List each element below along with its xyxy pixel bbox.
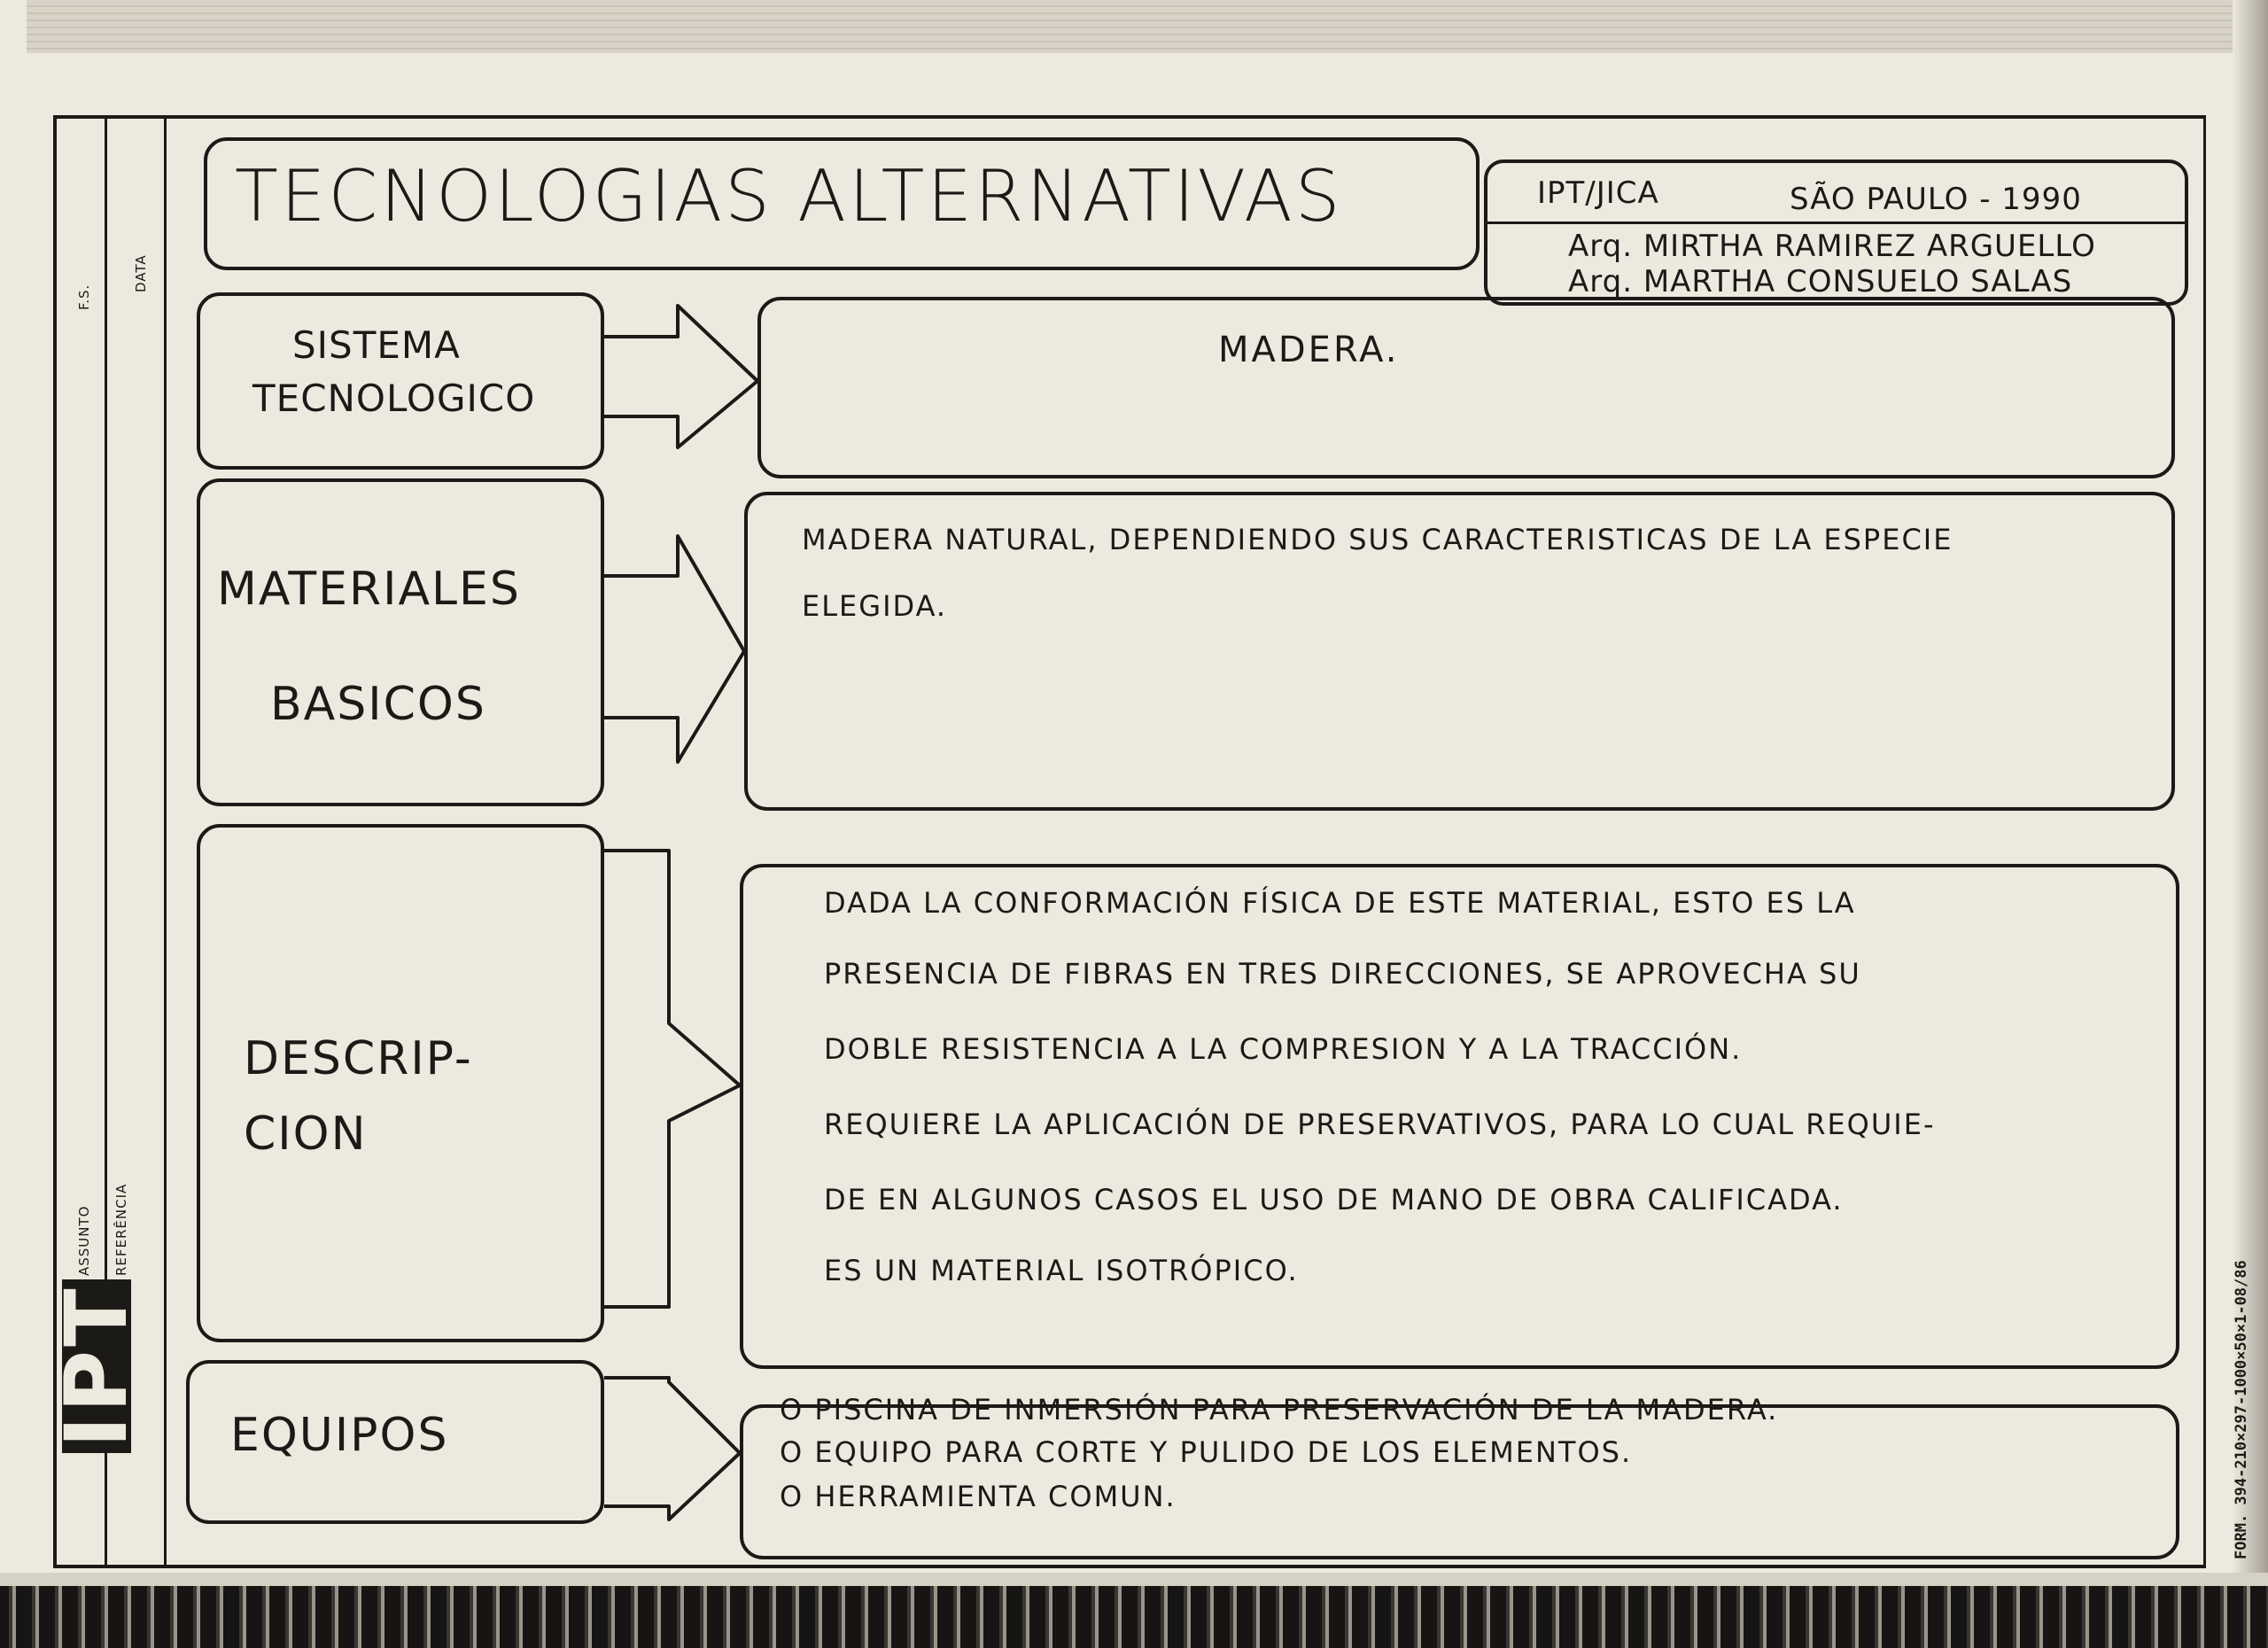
assunto-label: ASSUNTO bbox=[76, 1205, 92, 1276]
content-descripcion-line1: DADA LA CONFORMACIÓN FÍSICA DE ESTE MATERIAL, ESTO ES LA bbox=[824, 886, 1856, 920]
data-label: DATA bbox=[133, 254, 149, 292]
content-equipos-item2: O EQUIPO PARA CORTE Y PULIDO DE LOS ELEMENTOS. bbox=[780, 1435, 1633, 1469]
arrow-materiales bbox=[604, 536, 744, 762]
content-descripcion-line6: ES UN MATERIAL ISOTRÓPICO. bbox=[824, 1254, 1299, 1287]
sheet-title: TECNOLOGIAS ALTERNATIVAS bbox=[235, 155, 1343, 237]
content-equipos-item3-text: HERRAMIENTA COMUN. bbox=[814, 1480, 1177, 1513]
referencia-label: REFERÊNCIA bbox=[113, 1183, 129, 1276]
content-equipos-item1-text: PISCINA DE INMERSIÓN PARA PRESERVACIÓN DE LA MADERA. bbox=[814, 1393, 1779, 1426]
label-materiales-line1: MATERIALES bbox=[217, 563, 521, 616]
content-descripcion-line2: PRESENCIA DE FIBRAS EN TRES DIRECCIONES, SE APROVECHA SU bbox=[824, 957, 1861, 991]
form-code: FORM. 394-210×297-1000×50×1-08/86 bbox=[2233, 1260, 2250, 1559]
binding-edge bbox=[0, 1573, 2268, 1587]
label-materiales-line2: BASICOS bbox=[270, 678, 486, 731]
institution: IPT/JICA bbox=[1537, 175, 1659, 211]
content-equipos-item2-text: EQUIPO PARA CORTE Y PULIDO DE LOS ELEMENTOS. bbox=[814, 1435, 1633, 1469]
content-equipos-item1: O PISCINA DE INMERSIÓN PARA PRESERVACIÓN DE LA MADERA. bbox=[780, 1393, 1779, 1426]
label-descripcion-line2: CION bbox=[244, 1108, 368, 1161]
label-equipos-line1: EQUIPOS bbox=[230, 1409, 449, 1462]
content-equipos-item3: O HERRAMIENTA COMUN. bbox=[780, 1480, 1177, 1513]
fs-label: F.S. bbox=[76, 284, 92, 310]
content-descripcion-line3: DOBLE RESISTENCIA A LA COMPRESION Y A LA TRACCIÓN. bbox=[824, 1032, 1743, 1066]
ipt-logo: IPT bbox=[62, 1279, 131, 1453]
arrow-sistema bbox=[604, 306, 757, 447]
label-descripcion-line1: DESCRIP- bbox=[244, 1032, 473, 1085]
label-sistema-line1: SISTEMA bbox=[292, 323, 461, 367]
arrow-equipos bbox=[604, 1378, 740, 1520]
spiral-binding bbox=[0, 1586, 2268, 1648]
author-2: Arq. MARTHA CONSUELO SALAS bbox=[1568, 264, 2073, 299]
city-year: SÃO PAULO - 1990 bbox=[1790, 182, 2082, 217]
content-descripcion-line4: REQUIERE LA APLICACIÓN DE PRESERVATIVOS, PARA LO CUAL REQUIE- bbox=[824, 1108, 1936, 1141]
arrow-descripcion bbox=[604, 851, 740, 1307]
content-sistema-line1: MADERA. bbox=[1218, 330, 1400, 370]
content-materiales-line1: MADERA NATURAL, DEPENDIENDO SUS CARACTERISTICAS DE LA ESPECIE bbox=[802, 523, 1953, 556]
label-sistema-line2: TECNOLOGICO bbox=[252, 377, 536, 420]
content-materiales-line2: ELEGIDA. bbox=[802, 589, 948, 623]
author-1: Arq. MIRTHA RAMIREZ ARGUELLO bbox=[1568, 229, 2096, 264]
content-descripcion-line5: DE EN ALGUNOS CASOS EL USO DE MANO DE OBRA CALIFICADA. bbox=[824, 1183, 1844, 1217]
